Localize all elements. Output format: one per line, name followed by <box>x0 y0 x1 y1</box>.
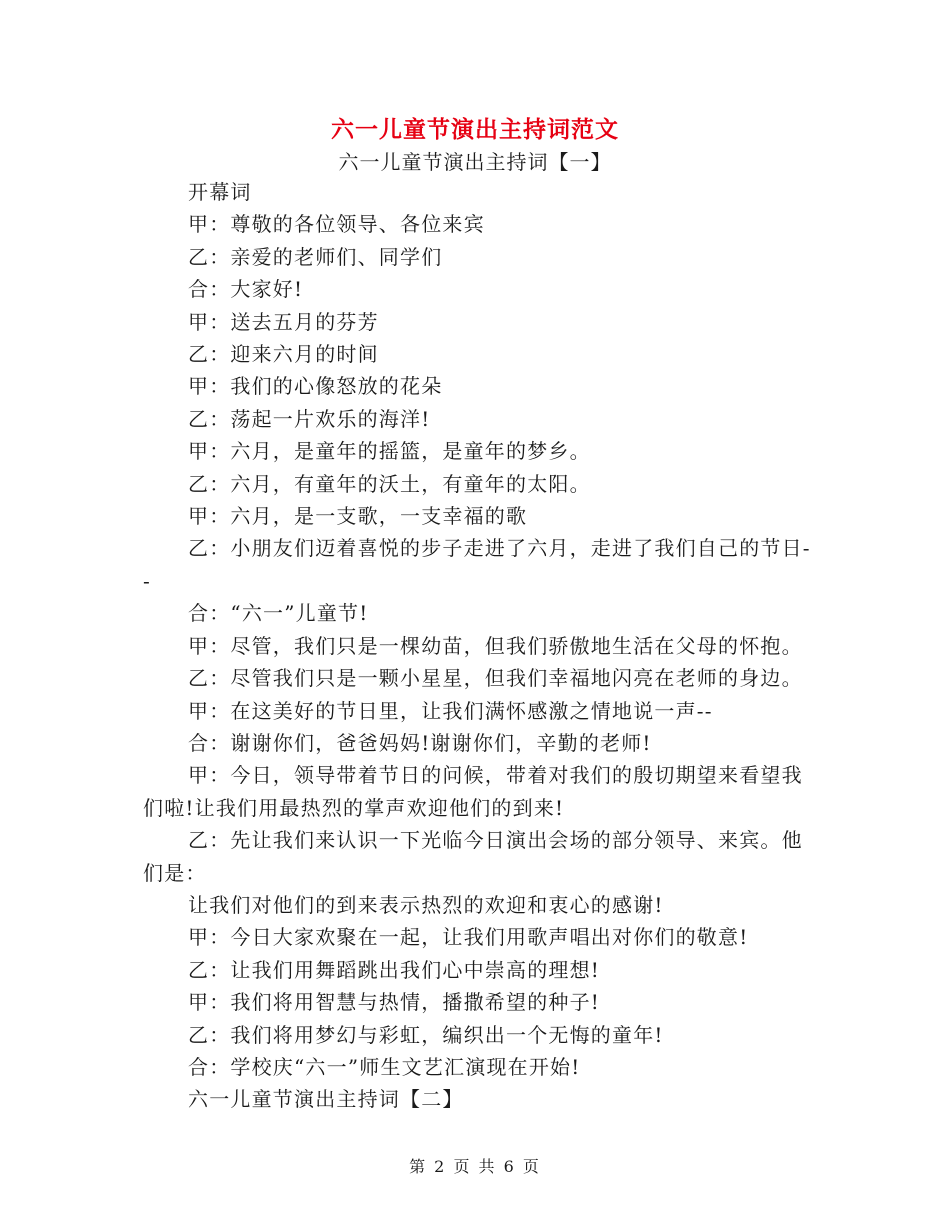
paragraph: 甲：在这美好的节日里，让我们满怀感激之情地说一声-- <box>188 698 713 723</box>
paragraph: 合：谢谢你们，爸爸妈妈!谢谢你们，辛勤的老师! <box>188 730 652 755</box>
paragraph: 乙：让我们用舞蹈跳出我们心中崇高的理想! <box>188 957 601 982</box>
paragraph: 乙：亲爱的老师们、同学们 <box>188 244 443 269</box>
page-number-footer: 第 2 页 共 6 页 <box>409 1157 541 1176</box>
document-title: 六一儿童节演出主持词范文 <box>331 116 619 143</box>
paragraph: 甲：今日大家欢聚在一起，让我们用歌声唱出对你们的敬意! <box>188 925 749 950</box>
paragraph: 甲：我们的心像怒放的花朵 <box>188 374 443 399</box>
paragraph: 甲：送去五月的芬芳 <box>188 309 379 334</box>
paragraph: 乙：荡起一片欢乐的海洋! <box>188 406 431 431</box>
paragraph: 乙：我们将用梦幻与彩虹，编织出一个无悔的童年! <box>188 1022 664 1047</box>
paragraph: 甲：今日，领导带着节日的问候，带着对我们的殷切期望来看望我们啦!让我们用最热烈的掌声欢迎他们的到来! <box>143 763 803 820</box>
paragraph: 乙：迎来六月的时间 <box>188 342 379 367</box>
paragraph: 甲：六月，是一支歌，一支幸福的歌 <box>188 504 528 529</box>
paragraph: 乙：六月，有童年的沃土，有童年的太阳。 <box>188 471 591 496</box>
paragraph: 甲：尽管，我们只是一棵幼苗，但我们骄傲地生活在父母的怀抱。 <box>188 633 803 658</box>
section-heading: 六一儿童节演出主持词【一】 <box>338 150 612 174</box>
paragraph: 甲：六月，是童年的摇篮，是童年的梦乡。 <box>188 439 591 464</box>
paragraph: 甲：尊敬的各位领导、各位来宾 <box>188 212 485 237</box>
paragraph: 乙：小朋友们迈着喜悦的步子走进了六月，走进了我们自己的节日-- <box>143 536 811 593</box>
paragraph: 合：大家好! <box>188 277 304 302</box>
paragraph: 六一儿童节演出主持词【二】 <box>188 1087 464 1112</box>
document-body <box>143 176 811 1116</box>
paragraph: 合：“六一”儿童节! <box>188 601 369 626</box>
paragraph: 开幕词 <box>188 180 252 204</box>
paragraph: 让我们对他们的到来表示热烈的欢迎和衷心的感谢! <box>188 892 664 917</box>
paragraph: 乙：先让我们来认识一下光临今日演出会场的部分领导、来宾。他们是： <box>143 828 803 885</box>
paragraph: 合：学校庆“六一”师生文艺汇演现在开始! <box>188 1054 581 1079</box>
paragraph: 乙：尽管我们只是一颗小星星，但我们幸福地闪亮在老师的身边。 <box>188 666 803 691</box>
paragraph: 甲：我们将用智慧与热情，播撒希望的种子! <box>188 990 601 1015</box>
